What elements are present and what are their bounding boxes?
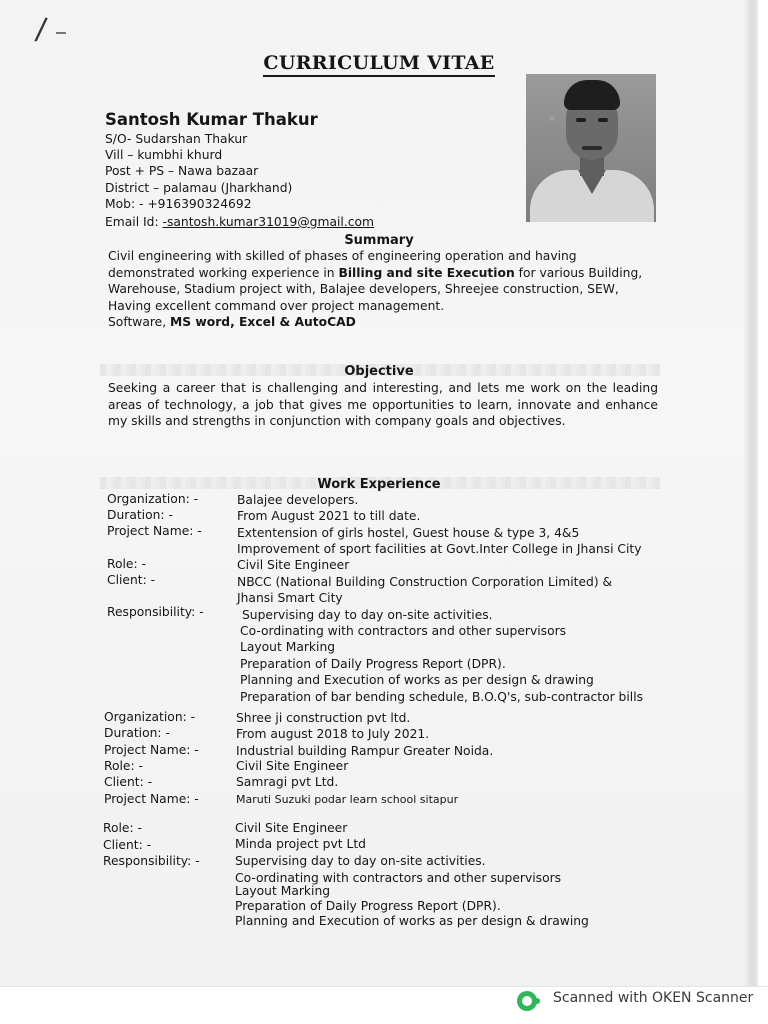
job2-responsibility-4: Preparation of Daily Progress Report (DPR). <box>235 899 501 913</box>
job2-organization: Shree ji construction pvt ltd. <box>236 711 411 725</box>
job2-duration-label: Duration: - <box>104 726 170 740</box>
job2-role: Civil Site Engineer <box>236 759 349 773</box>
job1-client-label: Client: - <box>107 573 156 587</box>
job2-client2: Minda project pvt Ltd <box>235 837 366 851</box>
job1-responsibility-4: Preparation of Daily Progress Report (DPR). <box>240 657 506 671</box>
job1-responsibility-3: Layout Marking <box>240 640 336 654</box>
pen-mark: / <box>33 11 49 48</box>
job2-project2: Maruti Suzuki podar learn school sitapur <box>236 793 459 806</box>
job2-responsibility-2: Co-ordinating with contractors and other supervisors <box>235 871 562 885</box>
job2-responsibility-label: Responsibility: - <box>103 854 200 868</box>
job1-organization-label: Organization: - <box>107 492 199 506</box>
contact-post: Post + PS – Nawa bazaar <box>105 164 259 178</box>
contact-email <box>105 214 374 230</box>
objective-heading: Objective <box>344 364 414 379</box>
job2-responsibility-5: Planning and Execution of works as per design & drawing <box>235 914 589 928</box>
job2-responsibility-1: Supervising day to day on-site activities. <box>235 854 486 868</box>
job1-responsibility-1: Supervising day to day on-site activities. <box>242 608 493 622</box>
contact-mobile: Mob: - +916390324692 <box>105 197 252 211</box>
job1-role-label: Role: - <box>107 557 146 571</box>
summary-line-4: Having excellent command over project management. <box>108 299 445 313</box>
job1-client-line-1: NBCC (National Building Construction Corporation Limited) & <box>237 575 613 589</box>
job1-organization: Balajee developers. <box>237 493 359 507</box>
job1-responsibility-2: Co-ordinating with contractors and other supervisors <box>240 624 567 638</box>
job2-responsibility-3: Layout Marking <box>235 884 331 898</box>
summary-line-1: Civil engineering with skilled of phases of engineering operation and having <box>108 249 577 263</box>
job2-duration: From august 2018 to July 2021. <box>236 727 430 741</box>
pen-mark-dash <box>56 32 66 34</box>
contact-father: S/O- Sudarshan Thakur <box>105 132 248 146</box>
job2-project: Industrial building Rampur Greater Noida. <box>236 744 494 758</box>
summary-heading: Summary <box>344 233 414 248</box>
summary-highlight: Billing and site Execution <box>338 266 515 280</box>
job1-responsibility-6: Preparation of bar bending schedule, B.O.Q's, sub-contractor bills <box>240 690 644 704</box>
candidate-name: Santosh Kumar Thakur <box>105 110 318 129</box>
email-label: Email Id: <box>105 215 163 229</box>
work-experience-heading: Work Experience <box>317 477 441 492</box>
job2-client-label: Client: - <box>104 775 153 789</box>
job2-client2-label: Client: - <box>103 838 152 852</box>
objective-text: Seeking a career that is challenging and interesting, and lets me work on the leading areas of technology, a job that gives me opportunities to learn, innovate and enhance my skills and strengths in conjunction with company goals and objectives. <box>108 381 658 429</box>
job1-role: Civil Site Engineer <box>237 558 350 572</box>
contact-district: District – palamau (Jharkhand) <box>105 181 293 195</box>
job1-project-label: Project Name: - <box>107 524 202 538</box>
job1-duration-label: Duration: - <box>107 508 173 522</box>
document-title: CURRICULUM VITAE <box>0 52 758 74</box>
job2-project-label: Project Name: - <box>104 743 199 757</box>
scanner-watermark-text: Scanned with OKEN Scanner <box>553 990 754 1006</box>
page-edge-shadow <box>744 0 758 986</box>
contact-village: Vill – kumbhi khurd <box>105 148 223 162</box>
email-link[interactable]: -santosh.kumar31019@gmail.com <box>162 215 374 229</box>
job2-role2-label: Role: - <box>103 821 142 835</box>
job2-role2: Civil Site Engineer <box>235 821 348 835</box>
profile-photo <box>526 74 656 222</box>
job1-client-line-2: Jhansi Smart City <box>237 591 343 605</box>
job1-duration: From August 2021 to till date. <box>237 509 421 523</box>
job1-responsibility-label: Responsibility: - <box>107 605 204 619</box>
job1-project-line-2: Improvement of sport facilities at Govt.Inter College in Jhansi City <box>237 542 642 556</box>
job2-role-label: Role: - <box>104 759 143 773</box>
job2-organization-label: Organization: - <box>104 710 196 724</box>
job1-responsibility-5: Planning and Execution of works as per design & drawing <box>240 673 594 687</box>
job1-project-line-1: Extentension of girls hostel, Guest house & type 3, 4&5 <box>237 526 580 540</box>
oken-scanner-logo-icon <box>517 991 537 1011</box>
job2-project2-label: Project Name: - <box>104 792 199 806</box>
footer-divider <box>0 986 768 987</box>
summary-line-2: demonstrated working experience in Billing and site Execution for various Building, <box>108 266 643 280</box>
summary-software: Software, MS word, Excel & AutoCAD <box>108 315 356 329</box>
job2-client: Samragi pvt Ltd. <box>236 775 339 789</box>
summary-line-3: Warehouse, Stadium project with, Balajee developers, Shreejee construction, SEW, <box>108 282 619 296</box>
software-list: MS word, Excel & AutoCAD <box>170 315 356 329</box>
